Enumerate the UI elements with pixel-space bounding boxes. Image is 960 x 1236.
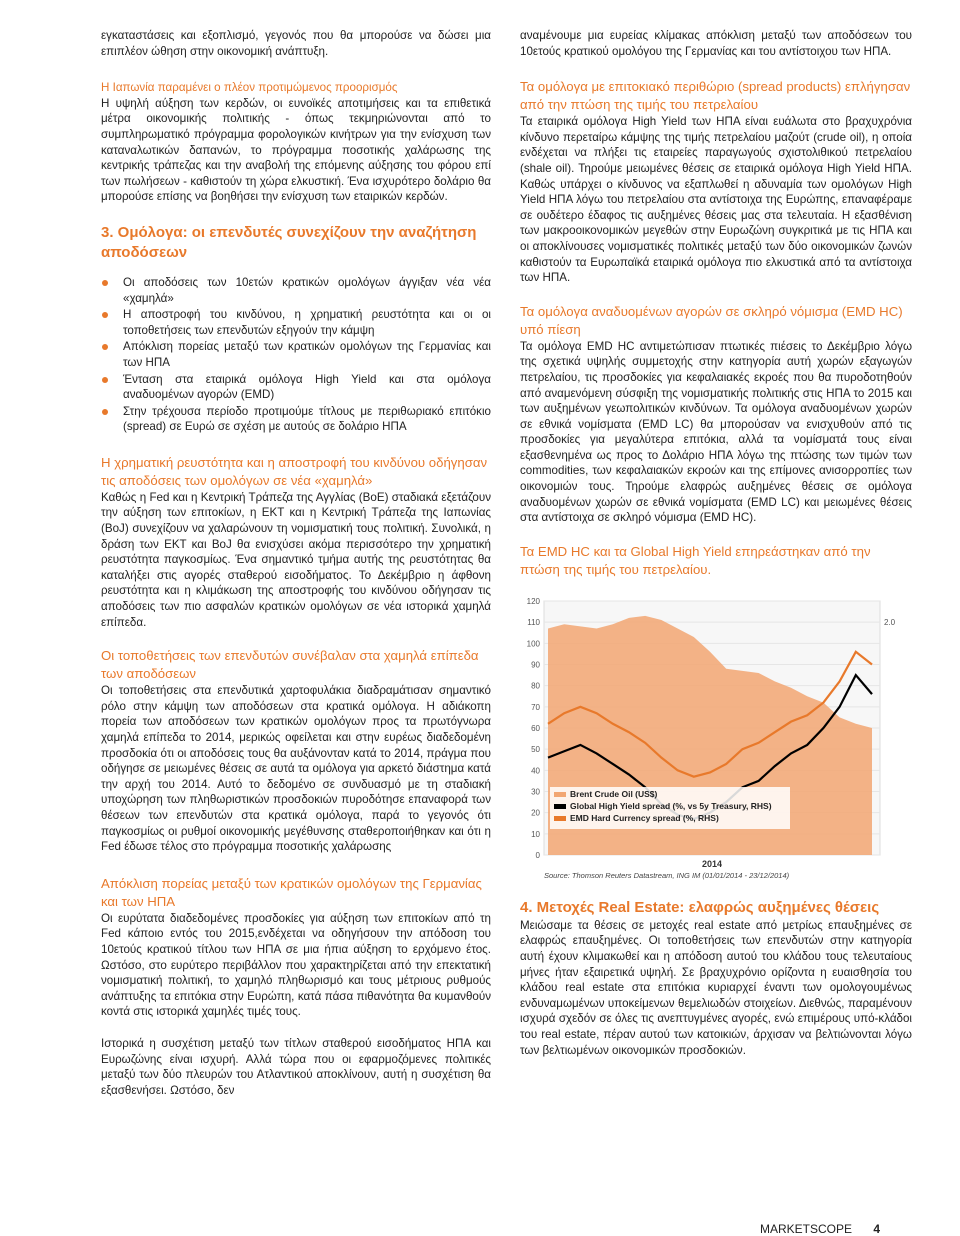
y-tick-label: 100	[526, 639, 540, 649]
legend-swatch	[554, 792, 566, 797]
y-tick-label: 30	[531, 787, 540, 797]
paragraph: Η υψηλή αύξηση των κερδών, οι ευνοϊκές αποτιμήσεις και τα επιθετικά μέτρα οικονομικής πολιτικής - όπως τεκμηριώνονται από το συμπληρωματικό πρόγραμμα φορολογικών κινήτρων για την ενίσχυση των καταναλωτικών δαπανών, το πρόγραμμα ποσοτικής χαλάρωσης της κεντρικής τράπεζας και την αναβολή της επόμενης αύξησης του φόρου επί των πωλήσεων - καθιστούν τη χώρα ελκυστική. Ένα ισχυρότερο δολάριο θα μπορούσε επίσης να βοηθήσει την ενίσχυση των εταιρικών κερδών.	[101, 96, 491, 204]
paragraph: Ιστορικά η συσχέτιση μεταξύ των τίτλων σταθερού εισοδήματος ΗΠΑ και Ευρωζώνης είναι ισχυρή. Αλλά τώρα που οι εφαρμοζόμενες πολιτικές μεταξύ των δύο πλευρών του Ατλαντικού αποκλίνουν, αυτή η συσχέτιση θα εξασθενήσει. Ωστόσο, δεν	[101, 1036, 491, 1097]
section-heading: Απόκλιση πορείας μεταξύ των κρατικών ομολόγων της Γερμανίας και των ΗΠΑ	[101, 875, 482, 909]
y-tick-label: 10	[531, 829, 540, 839]
section-heading: 3. Ομόλογα: οι επενδυτές συνεχίζουν την αναζήτηση αποδόσεων	[101, 223, 477, 261]
y-tick-label: 90	[531, 660, 540, 670]
y-tick-label: 70	[531, 702, 540, 712]
legend-label: Brent Crude Oil (US$)	[570, 788, 658, 799]
list-item: Απόκλιση πορείας μεταξύ των κρατικών ομολόγων της Γερμανίας και των ΗΠΑ	[101, 339, 491, 370]
list-item: Η αποστροφή του κινδύνου, η χρηματική ρευστότητα και οι οι τοποθετήσεις των επενδυτών εξηγούν την κάμψη	[101, 307, 491, 338]
y-tick-label: 60	[531, 723, 540, 733]
y-tick-label: 80	[531, 681, 540, 691]
footer-brand: MARKETSCOPE	[760, 1222, 853, 1236]
y-tick-label: 0	[535, 850, 540, 860]
list-item: Οι αποδόσεις των 10ετών κρατικών ομολόγων άγγιξαν νέα νέα «χαμηλά»	[101, 275, 491, 306]
paragraph: Οι ευρύτατα διαδεδομένες προσδοκίες για αύξηση των επιτοκίων από τη Fed κάποιο εντός του 2015,ενδέχεται να οδηγήσουν την απόδοση του 10ετούς κρατικού τίτλου των ΗΠΑ σε μια ήπια αύξηση το ερχόμενο έτος. Ωστόσο, στο ευρύτερο περιβάλλον που χαρακτηρίζεται από την επεκτατική νομισματική πολιτική, το χαμηλό πληθωρισμό και τους μέτριους ρυθμούς ανάπτυξης τα επιτόκια στην Ευρώπη, κατά πάσα πιθανότητα θα κυμανθούν κοντά στις ιστορικά χαμηλές τιμές τους.	[101, 911, 491, 1019]
paragraph: αναμένουμε μια ευρείας κλίμακας απόκλιση μεταξύ των αποδόσεων του 10ετούς κρατικού ομολόγου της Γερμανίας και του αντίστοιχου των ΗΠΑ.	[520, 29, 912, 58]
x-axis-label: 2014	[701, 858, 723, 869]
y-tick-label: 110	[527, 618, 540, 628]
legend-swatch	[554, 804, 566, 809]
bullet-list	[101, 275, 491, 435]
chart-canvas	[518, 596, 918, 880]
list-item: Ένταση στα εταιρικά ομόλογα High Yield και στα ομόλογα αναδυομένων αγορών (EMD)	[101, 372, 491, 403]
paragraph: Μειώσαμε τα θέσεις σε μετοχές real estate από μετρίως επαυξημένες σε ελαφρώς επαυξημένες. Οι τοποθετήσεις των επενδυτών στην κατηγορία αυτή έχουν κλιμακωθεί και η απόδοση αυτού του κλάδου τους τελευταίους μήνες ήταν εξαιρετικά υψηλή. Σε βραχυχρόνιο ορίζοντα η ευαισθησία του κλάδου real estate στα επιτόκια κυριαρχεί έναντι των ομολογουμένως ενδυναμωμένων υποκείμενων θεμελιωδών στοιχείων. Διεθνώς, παραμένουν ισχυρά σχεδόν σε όλες τις ανεπτυγμένες αγορές, ενώ επιμέρους υπό-κλάδοι του real estate, πέραν αυτού των κατοικιών, άρχισαν να βελτιώνονται λόγω των βελτιωμένων οικονομικών προσδοκιών.	[520, 918, 912, 1057]
page-number: 4	[873, 1222, 881, 1236]
legend-label: Global High Yield spread (%, vs 5y Treasury, RHS)	[570, 800, 772, 811]
section-heading: 4. Μετοχές Real Estate: ελαφρώς αυξημένες θέσεις	[520, 898, 880, 916]
chart-source: Source: Thomson Reuters Datastream, ING IM (01/01/2014 - 23/12/2014)	[544, 870, 790, 880]
legend-swatch	[554, 816, 566, 821]
section-heading: Η Ιαπωνία παραμένει ο πλέον προτιμώμενος προορισμός	[101, 81, 398, 95]
paragraph: Τα ομόλογα EMD HC αντιμετώπισαν πτωτικές πιέσεις το Δεκέμβριο λόγω της σχετικά υψηλής συμμετοχής στην κατηγορία αυτή χωρών εξαγωγών πετρελαίου, τις προσδοκίες για κεφαλαιακές εκροές που θα πυροδοτηθούν από αναμενόμενη σύσφιξη της νομισματικής πολιτικής στις ΗΠΑ το 2015 και των αυξημένων γεωπολιτικών κινδύνων. Τα ομόλογα αναδυομένων χωρών σε εθνικά νομίσματα (EMD LC) θα μπορούσαν να ενισχυθούν από τις προσδοκίες για μεγαλύτερα επιτόκια, αλλά τα νομίσματά τους είναι εξασθενημένα ως προς το Δολάριο ΗΠΑ λόγω της πτώσης των τιμών των commodities, των κεφαλαιακών εκροών και της επίμονες ανισορροπίες των οικονομιών τους. Τηρούμε ελαφρώς αυξημένες θέσεις σε ομόλογα αναδυομένων χωρών σε εθνικά νομίσματα (EMD LC) και μειωμένες θέσεις στα αντίστοιχα σε σκληρό νόμισμα (EMD HC).	[520, 339, 912, 525]
right-column	[520, 28, 912, 1058]
paragraph: Οι τοποθετήσεις στα επενδυτικά χαρτοφυλάκια διαδραμάτισαν σημαντικό ρόλο στην κάμψη των αποδόσεων στα κρατικά ομόλογα. Η αδιάκοπη πορεία των αποδόσεων των κρατικών ομολόγων προς τα πρωτόγνωρα χαμηλά επίπεδα το 2014, μερικώς οφείλεται και στην ευρέως διαδεδομένη προσδοκία ότι οι αποδόσεις τους θα αυξάνονταν κατά το 2014, πράγμα που οδήγησε σε μειωμένες θέσεις σε αυτά τα ομόλογα για αρκετό διάστημα κατά την αρχή του 2014. Αυτό το δεδομένο σε συνδυασμό με τη σταδιακή υποχώρηση των πληθωριστικών προσδοκιών πυροδότησε επαναφορά των θέσεων των επενδυτών στα κρατικά ομόλογα, παρά το γεγονός ότι παγκοσμίως οι ρυθμοί οικονομικής μεγέθυνσης σταθεροποιήθηκαν και ότι η Fed έδωσε τέλος στο πρόγραμμα ποσοτικής χαλάρωσης	[101, 684, 491, 854]
section-heading: Τα ομόλογα αναδυομένων αγορών σε σκληρό νόμισμα (EMD HC) υπό πίεση	[520, 303, 903, 337]
y-tick-label: 120	[526, 596, 540, 606]
list-item: Στην τρέχουσα περίοδο προτιμούμε τίτλους με περιθωριακό επιτόκιο (spread) σε Ευρώ σε σχέση με αυτούς σε δολάριο ΗΠΑ	[101, 404, 491, 435]
paragraph: Τα εταιρικά ομόλογα High Yield των ΗΠΑ είναι ευάλωτα στο βραχυχρόνια κίνδυνο περεταίρω κάμψης της τιμής πετρελαίου μαζούτ (crude oil), η οποία ενδέχεται να πλήξει τις εταιρείες παραγωγούς σχιστολιθικού πετρελαίου (shale oil). Τηρούμε μειωμένες θέσεις σε εταιρικά ομόλογα High Yield ΗΠΑ. Καθώς υπάρχει ο κίνδυνος να εξαπλωθεί η αδυναμία των ομολόγων High Yield ΗΠΑ λόγω του πετρελαίου στα αντίστοιχα της Ευρώπης, επαναφέραμε σε ουδέτερο έδαφος τις αυξημένες θέσεις μας στα τελευταία. Η εξασθένιση των μακροοικονομικών μεγεθών στην Ευρωζώνη συγκριτικά με τις ΗΠΑ και οι αποκλίνουσες νομισματικές πολιτικές μεταξύ των δύο οικονομικών ζωνών καθιστούν τα Ευρωπαϊκά εταιρικά ομόλογα πιο ελκυστικά από τα αντίστοιχα των ΗΠΑ.	[520, 115, 912, 285]
section-heading: Τα EMD HC και τα Global High Yield επηρεάστηκαν από την πτώση της τιμής του πετρελαίου.	[520, 543, 871, 577]
page-footer	[760, 1222, 880, 1236]
y-tick-label: 50	[531, 745, 540, 755]
y-tick-label: 40	[531, 766, 540, 776]
section-heading: Οι τοποθετήσεις των επενδυτών συνέβαλαν στα χαμηλά επίπεδα των αποδόσεων	[101, 648, 479, 682]
y-tick-label: 20	[531, 808, 540, 818]
paragraph: Καθώς η Fed και η Κεντρική Τράπεζα της Αγγλίας (BoE) σταδιακά εξετάζουν την αύξηση των επιτοκίων, η ΕΚΤ και η Κεντρική Τράπεζα της Ιαπωνίας (BoJ) συνεχίζουν να χαλαρώνουν τη νομισματική τους πολιτική. Συνολικά, η δράση των ΕΚΤ και BoJ θα ενισχύσει ακόμα περισσότερο την χρηματική ρευστότητα παγκοσμίως. Ένα σημαντικό τμήμα αυτής της ρευστότητας θα καταλήξει στις αγορές σταθερού εισοδήματος. Το Δεκέμβριο η άφθονη ρευστότητα και η κλιμάκωση της αποστροφής του κινδύνου οδήγησαν τις αποδόσεις των πιο ασφαλών κρατικών ομολόγων σε νέα ιστορικά χαμηλά επίπεδα.	[101, 490, 491, 629]
section-heading: Τα ομόλογα με επιτοκιακό περιθώριο (spread products) επλήγησαν από την πτώση της τιμής του πετρελαίου	[520, 79, 911, 113]
y-right-tick-label: 2.0	[884, 618, 896, 628]
oil-spread-chart	[518, 596, 918, 880]
paragraph: εγκαταστάσεις και εξοπλισμό, γεγονός που θα μπορούσε να δώσει μια επιπλέον ώθηση στην οικονομική ανάπτυξη.	[101, 29, 491, 58]
section-heading: Η χρηματική ρευστότητα και η αποστροφή του κινδύνου οδήγησαν τις αποδόσεις των ομολόγων σε νέα «χαμηλά»	[101, 454, 488, 488]
legend-label: EMD Hard Currency spread (%, RHS)	[570, 812, 719, 823]
left-column	[101, 28, 491, 1098]
